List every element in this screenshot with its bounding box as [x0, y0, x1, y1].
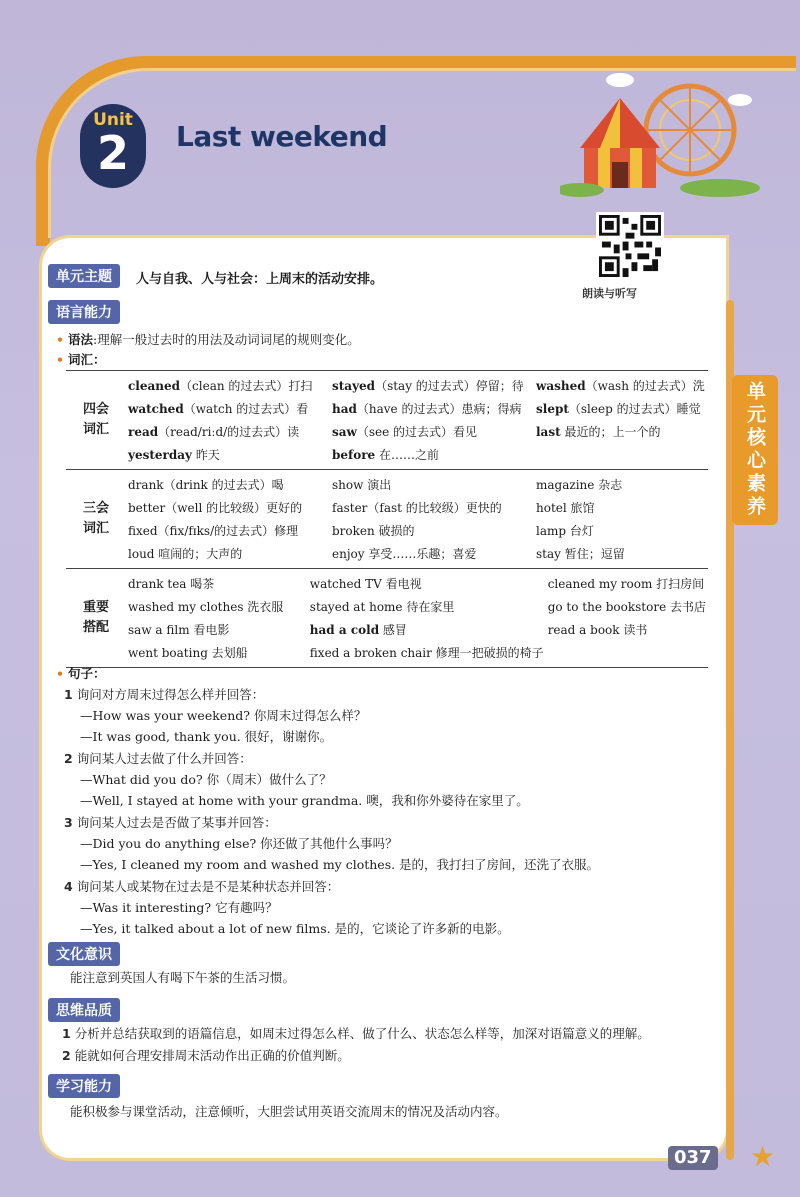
- vocab-cell: [126, 595, 308, 618]
- vocab-meaning: （read/riːd/的过去式）读: [158, 425, 300, 439]
- vocab-cell: [546, 641, 708, 664]
- vocab-meaning: 在……之前: [375, 448, 439, 462]
- dialogue-line: —What did you do? 你（周末）做什么了？: [80, 772, 332, 787]
- vocab-cell: [330, 542, 534, 565]
- theme-label: 单元主题: [48, 264, 120, 288]
- vocab-meaning: loud 喧闹的；大声的: [128, 547, 243, 561]
- vocab-cell: [126, 496, 330, 519]
- language-label: 语言能力: [48, 300, 120, 324]
- item-text: 能就如何合理安排周末活动作出正确的价值判断。: [74, 1048, 350, 1063]
- vocab-meaning: （watch 的过去式）看: [183, 402, 309, 416]
- vocab-meaning: （see 的过去式）看见: [356, 425, 478, 439]
- vocab-title-line: [56, 350, 106, 368]
- side-tab: 单元核心素养: [732, 375, 778, 525]
- dialogue-line: —Did you do anything else? 你还做了其他什么事吗？: [80, 836, 398, 851]
- vocab-cell: [330, 420, 534, 443]
- dialogue-line: —Well, I stayed at home with your grandma. 噢，我和你外婆待在家里了。: [80, 793, 529, 808]
- vocab-meaning: washed my clothes 洗衣服: [128, 600, 284, 614]
- vocab-cell: [126, 473, 330, 496]
- vocab-cell: [308, 618, 546, 641]
- sentence-group-title: [64, 685, 264, 703]
- vocab-meaning: 最近的；上一个的: [560, 425, 661, 439]
- vocab-group: [66, 371, 708, 470]
- grammar-line: • 语法:理解一般过去时的用法及动词词尾的规则变化。: [56, 332, 360, 347]
- unit-badge: [80, 104, 146, 188]
- sentence-group-text: 询问对方周末过得怎么样并回答：: [76, 687, 265, 702]
- vocab-cell: [546, 572, 708, 595]
- page-number: 037: [668, 1146, 718, 1170]
- vocab-meaning: cleaned my room 打扫房间: [547, 577, 705, 591]
- vocab-category: [66, 470, 126, 569]
- vocab-meaning: read a book 读书: [547, 623, 648, 637]
- vocab-cell: [534, 473, 708, 496]
- vocab-cell: [126, 397, 330, 420]
- bullet-icon: •: [56, 332, 64, 347]
- vocab-cell: [546, 595, 708, 618]
- item-number: 2: [64, 751, 73, 766]
- vocab-word: yesterday: [128, 448, 193, 462]
- vocab-cell: [330, 496, 534, 519]
- item-number: 1: [62, 1026, 71, 1041]
- dialogue-line: —Was it interesting? 它有趣吗？: [80, 900, 278, 915]
- vocab-word: had: [332, 402, 357, 416]
- vocab-meaning: fixed a broken chair 修理一把破损的椅子: [309, 646, 544, 660]
- learning-text: 能积极参与课堂活动，注意倾听，大胆尝试用英语交流周末的情况及活动内容。: [70, 1104, 508, 1119]
- sentence-group-text: 询问某人或某物在过去是不是某种状态并回答：: [76, 879, 340, 894]
- vocab-cell: [126, 519, 330, 542]
- sentence-group-title: [64, 749, 252, 767]
- vocab-cell: [534, 420, 708, 443]
- sentences-title-line: [56, 664, 106, 682]
- vocab-word: last: [536, 425, 561, 439]
- vocab-word: before: [332, 448, 376, 462]
- vocab-meaning: fixed（fix/fɪks/的过去式）修理: [128, 524, 299, 538]
- vocab-cell: [330, 397, 534, 420]
- vocab-category: [66, 371, 126, 470]
- grammar-text: 理解一般过去时的用法及动词词尾的规则变化。: [97, 332, 360, 347]
- vocab-meaning: 昨天: [192, 448, 220, 462]
- vocab-word: stayed: [332, 379, 376, 393]
- vocab-meaning: better（well 的比较级）更好的: [128, 501, 303, 515]
- category-label: 搭配: [82, 620, 109, 635]
- vocab-meaning: enjoy 享受……乐趣；喜爱: [332, 547, 477, 561]
- vocab-cell: [126, 542, 330, 565]
- vocab-meaning: （stay 的过去式）停留；待: [375, 379, 524, 393]
- vocab-category: [66, 569, 126, 668]
- dialogue-line: —Yes, I cleaned my room and washed my clothes. 是的，我打扫了房间，还洗了衣服。: [80, 857, 600, 872]
- sentence-group-title: [64, 877, 339, 895]
- theme-text: 人与自我、人与社会：上周末的活动安排。: [136, 272, 384, 287]
- vocab-word: had a cold: [309, 623, 380, 637]
- qr-label: 朗读与听写: [582, 287, 637, 300]
- dialogue-line: —It was good, thank you. 很好，谢谢你。: [80, 729, 333, 744]
- carnival-illustration: [560, 70, 780, 200]
- vocab-title: 词汇：: [67, 352, 106, 367]
- dialogue-line: —How was your weekend? 你周末过得怎么样？: [80, 708, 367, 723]
- category-label: 词汇: [82, 422, 109, 437]
- item-number: 4: [64, 879, 73, 894]
- culture-label: 文化意识: [48, 942, 120, 966]
- vocab-meaning: stayed at home 待在家里: [309, 600, 455, 614]
- vocab-meaning: lamp 台灯: [536, 524, 594, 538]
- grammar-title: 语法: [67, 332, 93, 347]
- sentence-group-title: [64, 813, 277, 831]
- vocab-meaning: drank tea 喝茶: [128, 577, 215, 591]
- bullet-icon: •: [56, 352, 64, 367]
- item-number: 1: [64, 687, 73, 702]
- vocab-cell: [546, 618, 708, 641]
- vocab-meaning: magazine 杂志: [536, 478, 623, 492]
- vocab-word: watched: [128, 402, 184, 416]
- vocab-cell: [126, 443, 330, 466]
- qr-code-icon[interactable]: [596, 212, 664, 280]
- unit-number: 2: [96, 126, 129, 180]
- vocab-group: [66, 569, 708, 668]
- vocab-word: washed: [536, 379, 586, 393]
- unit-word: Unit: [93, 110, 133, 130]
- vocab-meaning: stay 暂住；逗留: [536, 547, 625, 561]
- culture-text: 能注意到英国人有喝下午茶的生活习惯。: [70, 970, 296, 985]
- star-icon: ★: [750, 1140, 776, 1173]
- sentence-group-text: 询问某人过去做了什么并回答：: [76, 751, 252, 766]
- vocab-cell: [534, 496, 708, 519]
- vocab-cell: [330, 374, 534, 397]
- vocab-cell: [534, 443, 708, 466]
- vocab-word: slept: [536, 402, 569, 416]
- vocab-meaning: faster（fast 的比较级）更快的: [332, 501, 502, 515]
- vocab-cell: [126, 572, 308, 595]
- bullet-icon: •: [56, 666, 64, 681]
- item-number: 2: [62, 1048, 71, 1063]
- vocab-meaning: broken 破损的: [332, 524, 415, 538]
- vocab-meaning: go to the bookstore 去书店: [547, 600, 706, 614]
- vocab-cell: [534, 519, 708, 542]
- vocab-group: [66, 470, 708, 569]
- vocab-meaning: went boating 去划船: [128, 646, 248, 660]
- vocab-cell: [330, 443, 534, 466]
- vocab-meaning: show 演出: [332, 478, 392, 492]
- vocab-cell: [126, 641, 308, 664]
- vocab-meaning: （have 的过去式）患病；得病: [356, 402, 522, 416]
- sentences-title: 句子：: [67, 666, 106, 681]
- learning-label: 学习能力: [48, 1074, 120, 1098]
- vocab-cell: [126, 374, 330, 397]
- vocab-cell: [308, 572, 546, 595]
- vocab-cell: [330, 473, 534, 496]
- vocab-meaning: drank（drink 的过去式）喝: [128, 478, 284, 492]
- vocab-meaning: 感冒: [379, 623, 407, 637]
- item-number: 3: [64, 815, 73, 830]
- category-label: 重要: [82, 600, 109, 615]
- vocab-word: read: [128, 425, 159, 439]
- vocab-word: saw: [332, 425, 357, 439]
- vocab-meaning: saw a film 看电影: [128, 623, 230, 637]
- vocab-meaning: （clean 的过去式）打扫: [180, 379, 313, 393]
- category-label: 三会: [82, 501, 109, 516]
- category-label: 四会: [82, 402, 109, 417]
- vocab-meaning: （wash 的过去式）洗: [585, 379, 705, 393]
- sentence-group-text: 询问某人过去是否做了某事并回答：: [76, 815, 277, 830]
- vocab-cell: [534, 397, 708, 420]
- vocab-cell: [126, 618, 308, 641]
- vocab-cell: [126, 420, 330, 443]
- thinking-item: [62, 1046, 350, 1064]
- vocab-word: cleaned: [128, 379, 181, 393]
- vocab-table: [66, 370, 708, 668]
- item-text: 分析并总结获取到的语篇信息，如周末过得怎么样、做了什么、状态怎么样等，加深对语篇意义的理解。: [74, 1026, 650, 1041]
- category-label: 词汇: [82, 521, 109, 536]
- thinking-label: 思维品质: [48, 998, 120, 1022]
- vocab-cell: [330, 519, 534, 542]
- vocab-cell: [308, 595, 546, 618]
- vocab-meaning: （sleep 的过去式）睡觉: [568, 402, 701, 416]
- vocab-cell: [308, 641, 546, 664]
- thinking-item: [62, 1024, 650, 1042]
- vocab-meaning: hotel 旅馆: [536, 501, 595, 515]
- vocab-cell: [534, 542, 708, 565]
- vocab-cell: [534, 374, 708, 397]
- vocab-meaning: watched TV 看电视: [309, 577, 422, 591]
- dialogue-line: —Yes, it talked about a lot of new films. 是的，它谈论了许多新的电影。: [80, 921, 510, 936]
- page-title: Last weekend: [176, 120, 388, 153]
